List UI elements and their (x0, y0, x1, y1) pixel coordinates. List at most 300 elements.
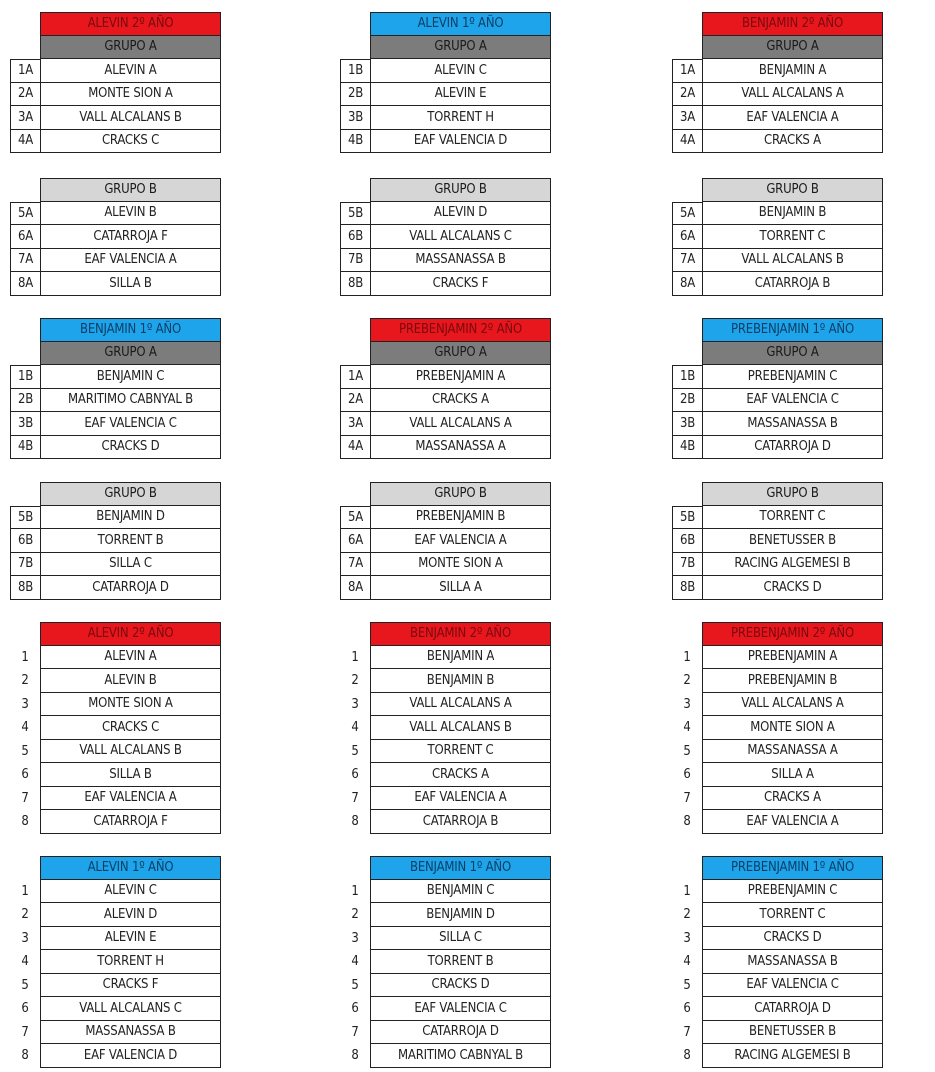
team-name: BENETUSSER B (702, 1021, 883, 1045)
team-seed: 4 (683, 954, 691, 970)
group-header-row (10, 342, 221, 366)
team-name: MASSANASSA B (702, 950, 883, 974)
team-seed: 3B (340, 106, 370, 130)
group-table (10, 12, 221, 153)
team-row (672, 880, 883, 904)
group-header-row (10, 482, 221, 506)
team-row (340, 83, 551, 107)
team-name: CRACKS F (370, 272, 551, 296)
team-row (672, 1021, 883, 1045)
team-name: MONTE SION A (702, 716, 883, 740)
title-spacer (10, 12, 40, 36)
title-row (340, 12, 551, 36)
team-name: CRACKS D (40, 436, 221, 460)
team-seed: 4 (351, 720, 359, 736)
team-seed: 3 (21, 696, 29, 712)
team-seed: 7 (351, 790, 359, 806)
team-seed: 2 (351, 907, 359, 923)
team-row (10, 272, 221, 296)
group-spacer (340, 36, 370, 60)
group-spacer (10, 342, 40, 366)
team-seed: 5A (340, 506, 370, 530)
title-spacer (340, 318, 370, 342)
team-row (672, 506, 883, 530)
team-name: BENETUSSER B (702, 529, 883, 553)
team-seed: 4B (672, 436, 702, 460)
team-row (340, 716, 551, 740)
team-name: SILLA C (40, 553, 221, 577)
team-row (672, 365, 883, 389)
team-name: SILLA A (702, 763, 883, 787)
title-spacer (340, 12, 370, 36)
team-seed: 3A (340, 412, 370, 436)
team-seed: 3 (351, 696, 359, 712)
team-seed: 7A (672, 249, 702, 273)
team-row (340, 880, 551, 904)
team-row (10, 202, 221, 226)
team-seed: 1A (340, 365, 370, 389)
team-row (340, 506, 551, 530)
team-seed: 3B (10, 412, 40, 436)
title-row (10, 12, 221, 36)
team-row (672, 1044, 883, 1068)
team-row (340, 225, 551, 249)
group-spacer (10, 36, 40, 60)
team-row (340, 272, 551, 296)
team-seed: 7B (672, 553, 702, 577)
group-spacer (340, 178, 370, 202)
team-name: PREBENJAMIN A (370, 365, 551, 389)
team-name: ALEVIN B (40, 669, 221, 693)
team-row (672, 106, 883, 130)
team-row (672, 389, 883, 413)
group-spacer (340, 482, 370, 506)
team-seed: 7 (21, 1024, 29, 1040)
team-row (10, 740, 221, 764)
group-header-row (340, 178, 551, 202)
team-name: BENJAMIN B (370, 669, 551, 693)
team-row (340, 202, 551, 226)
team-row (10, 950, 221, 974)
team-row (340, 106, 551, 130)
team-row (10, 365, 221, 389)
team-row (340, 1044, 551, 1068)
team-name: MONTE SION A (40, 693, 221, 717)
group-label: GRUPO A (702, 36, 883, 60)
team-row (10, 903, 221, 927)
team-name: VALL ALCALANS A (370, 412, 551, 436)
team-name: CATARROJA D (40, 576, 221, 600)
title-row (10, 622, 221, 646)
group-table (672, 318, 883, 459)
category-title: PREBENJAMIN 1º AÑO (702, 318, 883, 342)
team-row (672, 646, 883, 670)
team-name: PREBENJAMIN C (702, 880, 883, 904)
group-header-row (672, 482, 883, 506)
team-row (340, 669, 551, 693)
group-table (340, 318, 551, 459)
team-row (340, 365, 551, 389)
team-row (340, 763, 551, 787)
team-seed: 6B (10, 529, 40, 553)
title-row (672, 622, 883, 646)
group-label: GRUPO A (370, 342, 551, 366)
team-row (672, 83, 883, 107)
title-spacer (340, 622, 370, 646)
team-name: EAF VALENCIA C (40, 412, 221, 436)
team-row (10, 412, 221, 436)
team-seed: 6A (10, 225, 40, 249)
team-seed: 8 (21, 1048, 29, 1064)
team-row (672, 412, 883, 436)
team-row (672, 576, 883, 600)
team-name: ALEVIN B (40, 202, 221, 226)
group-table (672, 12, 883, 153)
team-name: BENJAMIN C (370, 880, 551, 904)
team-name: MASSANASSA B (702, 412, 883, 436)
group-table (672, 856, 883, 1068)
team-seed: 4 (351, 954, 359, 970)
group-spacer (672, 342, 702, 366)
group-header-row (340, 482, 551, 506)
team-name: CATARROJA B (702, 272, 883, 296)
team-row (10, 880, 221, 904)
team-name: MASSANASSA A (702, 740, 883, 764)
group-label: GRUPO B (702, 482, 883, 506)
category-title: ALEVIN 1º AÑO (370, 12, 551, 36)
team-name: BENJAMIN B (702, 202, 883, 226)
team-row (672, 950, 883, 974)
team-seed: 1B (672, 365, 702, 389)
group-label: GRUPO B (40, 178, 221, 202)
team-name: PREBENJAMIN A (702, 646, 883, 670)
title-spacer (672, 12, 702, 36)
group-spacer (672, 36, 702, 60)
group-header-row (10, 36, 221, 60)
team-name: RACING ALGEMESI B (702, 1044, 883, 1068)
team-name: TORRENT C (702, 903, 883, 927)
team-row (340, 412, 551, 436)
team-name: TORRENT H (40, 950, 221, 974)
team-name: MARITIMO CABNYAL B (40, 389, 221, 413)
group-table (340, 178, 551, 296)
team-row (10, 225, 221, 249)
team-seed: 4 (21, 720, 29, 736)
team-name: EAF VALENCIA D (40, 1044, 221, 1068)
team-seed: 7B (340, 249, 370, 273)
team-row (10, 787, 221, 811)
team-seed: 6 (351, 1001, 359, 1017)
title-spacer (10, 318, 40, 342)
category-title: BENJAMIN 2º AÑO (702, 12, 883, 36)
group-header-row (340, 342, 551, 366)
team-seed: 2A (340, 389, 370, 413)
team-row (672, 59, 883, 83)
team-row (672, 272, 883, 296)
team-row (672, 974, 883, 998)
title-spacer (340, 856, 370, 880)
team-name: SILLA C (370, 927, 551, 951)
team-seed: 6B (672, 529, 702, 553)
team-seed: 5 (683, 977, 691, 993)
team-seed: 5A (10, 202, 40, 226)
team-name: ALEVIN C (370, 59, 551, 83)
team-name: MONTE SION A (370, 553, 551, 577)
team-name: VALL ALCALANS C (370, 225, 551, 249)
team-name: BENJAMIN A (370, 646, 551, 670)
title-spacer (672, 622, 702, 646)
group-header-row (672, 178, 883, 202)
team-row (340, 950, 551, 974)
group-table (340, 482, 551, 600)
team-row (672, 927, 883, 951)
team-name: SILLA A (370, 576, 551, 600)
team-name: ALEVIN A (40, 646, 221, 670)
team-row (340, 927, 551, 951)
team-seed: 7 (683, 790, 691, 806)
group-spacer (672, 178, 702, 202)
team-seed: 4B (340, 130, 370, 154)
title-spacer (672, 318, 702, 342)
team-row (672, 810, 883, 834)
category-title: BENJAMIN 1º AÑO (40, 318, 221, 342)
title-spacer (672, 856, 702, 880)
team-seed: 2A (672, 83, 702, 107)
team-row (10, 716, 221, 740)
team-seed: 6A (340, 529, 370, 553)
team-seed: 8 (351, 1048, 359, 1064)
team-name: PREBENJAMIN C (702, 365, 883, 389)
group-label: GRUPO A (702, 342, 883, 366)
team-row (10, 646, 221, 670)
team-name: TORRENT B (370, 950, 551, 974)
team-name: EAF VALENCIA A (40, 787, 221, 811)
team-row (10, 997, 221, 1021)
team-name: EAF VALENCIA A (40, 249, 221, 273)
team-row (10, 389, 221, 413)
team-seed: 5 (351, 743, 359, 759)
team-name: TORRENT B (40, 529, 221, 553)
team-name: PREBENJAMIN B (370, 506, 551, 530)
team-name: CRACKS C (40, 716, 221, 740)
team-seed: 6 (21, 1001, 29, 1017)
team-row (340, 646, 551, 670)
team-name: CRACKS C (40, 130, 221, 154)
team-seed: 1 (21, 883, 29, 899)
title-row (340, 622, 551, 646)
team-row (340, 787, 551, 811)
team-row (10, 810, 221, 834)
team-name: VALL ALCALANS B (40, 106, 221, 130)
team-seed: 1A (10, 59, 40, 83)
team-seed: 4A (340, 436, 370, 460)
team-row (340, 974, 551, 998)
team-row (10, 506, 221, 530)
team-row (10, 669, 221, 693)
team-seed: 7A (10, 249, 40, 273)
group-table (10, 622, 221, 834)
group-label: GRUPO B (702, 178, 883, 202)
team-seed: 2 (351, 673, 359, 689)
team-row (10, 529, 221, 553)
team-name: BENJAMIN A (702, 59, 883, 83)
team-seed: 8 (351, 814, 359, 830)
group-label: GRUPO A (370, 36, 551, 60)
team-name: EAF VALENCIA D (370, 130, 551, 154)
team-name: VALL ALCALANS A (702, 693, 883, 717)
team-row (10, 576, 221, 600)
team-seed: 2 (21, 907, 29, 923)
team-name: CATARROJA F (40, 225, 221, 249)
team-seed: 6 (351, 767, 359, 783)
team-name: BENJAMIN C (40, 365, 221, 389)
team-name: EAF VALENCIA A (702, 106, 883, 130)
team-name: RACING ALGEMESI B (702, 553, 883, 577)
team-seed: 8B (340, 272, 370, 296)
team-seed: 8B (10, 576, 40, 600)
team-seed: 1B (340, 59, 370, 83)
team-name: MASSANASSA B (370, 249, 551, 273)
team-seed: 7 (21, 790, 29, 806)
category-title: ALEVIN 2º AÑO (40, 622, 221, 646)
group-label: GRUPO B (40, 482, 221, 506)
team-seed: 4A (10, 130, 40, 154)
team-name: CATARROJA F (40, 810, 221, 834)
team-seed: 2A (10, 83, 40, 107)
group-table (10, 856, 221, 1068)
team-name: CATARROJA D (702, 436, 883, 460)
team-seed: 7 (351, 1024, 359, 1040)
team-row (340, 553, 551, 577)
team-name: ALEVIN D (40, 903, 221, 927)
group-table (672, 178, 883, 296)
team-row (340, 693, 551, 717)
team-name: CRACKS D (370, 974, 551, 998)
title-row (340, 856, 551, 880)
team-row (10, 106, 221, 130)
team-seed: 3 (351, 930, 359, 946)
title-row (340, 318, 551, 342)
team-name: EAF VALENCIA C (702, 389, 883, 413)
group-label: GRUPO A (40, 36, 221, 60)
team-name: TORRENT C (702, 506, 883, 530)
group-table (672, 482, 883, 600)
team-name: MASSANASSA A (370, 436, 551, 460)
team-name: EAF VALENCIA C (370, 997, 551, 1021)
team-seed: 7A (340, 553, 370, 577)
team-row (10, 1044, 221, 1068)
team-name: CATARROJA D (370, 1021, 551, 1045)
team-name: CRACKS A (370, 763, 551, 787)
category-title: PREBENJAMIN 2º AÑO (370, 318, 551, 342)
team-row (672, 202, 883, 226)
team-seed: 1A (672, 59, 702, 83)
team-row (340, 810, 551, 834)
group-spacer (672, 482, 702, 506)
team-seed: 2 (683, 673, 691, 689)
team-row (672, 716, 883, 740)
team-seed: 5 (21, 743, 29, 759)
team-seed: 5 (683, 743, 691, 759)
team-seed: 3 (683, 696, 691, 712)
team-seed: 6 (683, 767, 691, 783)
group-header-row (672, 36, 883, 60)
team-row (672, 225, 883, 249)
team-row (340, 249, 551, 273)
team-row (672, 669, 883, 693)
group-table (340, 622, 551, 834)
team-row (672, 553, 883, 577)
category-title: ALEVIN 2º AÑO (40, 12, 221, 36)
team-seed: 2B (672, 389, 702, 413)
team-name: SILLA B (40, 763, 221, 787)
team-name: BENJAMIN D (40, 506, 221, 530)
team-seed: 2B (340, 83, 370, 107)
team-row (672, 249, 883, 273)
team-seed: 1 (21, 649, 29, 665)
team-name: CRACKS F (40, 974, 221, 998)
team-name: CRACKS A (370, 389, 551, 413)
team-name: TORRENT C (702, 225, 883, 249)
team-row (340, 59, 551, 83)
team-name: EAF VALENCIA A (370, 529, 551, 553)
team-row (340, 130, 551, 154)
team-name: VALL ALCALANS B (370, 716, 551, 740)
team-row (10, 974, 221, 998)
team-row (672, 529, 883, 553)
title-spacer (10, 856, 40, 880)
team-row (672, 130, 883, 154)
team-seed: 3 (21, 930, 29, 946)
team-name: CRACKS A (702, 787, 883, 811)
team-seed: 1 (683, 649, 691, 665)
team-name: VALL ALCALANS B (702, 249, 883, 273)
group-table (10, 318, 221, 459)
group-table (10, 482, 221, 600)
team-name: EAF VALENCIA A (702, 810, 883, 834)
team-row (672, 693, 883, 717)
team-seed: 5B (340, 202, 370, 226)
team-seed: 8 (683, 814, 691, 830)
team-name: PREBENJAMIN B (702, 669, 883, 693)
team-name: BENJAMIN D (370, 903, 551, 927)
team-name: ALEVIN E (370, 83, 551, 107)
team-row (10, 927, 221, 951)
title-row (10, 856, 221, 880)
team-row (10, 249, 221, 273)
team-name: VALL ALCALANS B (40, 740, 221, 764)
title-spacer (10, 622, 40, 646)
team-name: TORRENT H (370, 106, 551, 130)
team-seed: 2 (21, 673, 29, 689)
category-title: ALEVIN 1º AÑO (40, 856, 221, 880)
team-row (672, 740, 883, 764)
team-seed: 3B (672, 412, 702, 436)
team-seed: 6 (21, 767, 29, 783)
team-seed: 1B (10, 365, 40, 389)
group-header-row (340, 36, 551, 60)
group-label: GRUPO B (370, 178, 551, 202)
team-name: CATARROJA B (370, 810, 551, 834)
group-spacer (10, 482, 40, 506)
title-row (672, 12, 883, 36)
team-name: EAF VALENCIA C (702, 974, 883, 998)
team-seed: 7B (10, 553, 40, 577)
team-row (340, 903, 551, 927)
team-row (10, 130, 221, 154)
team-row (340, 436, 551, 460)
group-table (340, 856, 551, 1068)
